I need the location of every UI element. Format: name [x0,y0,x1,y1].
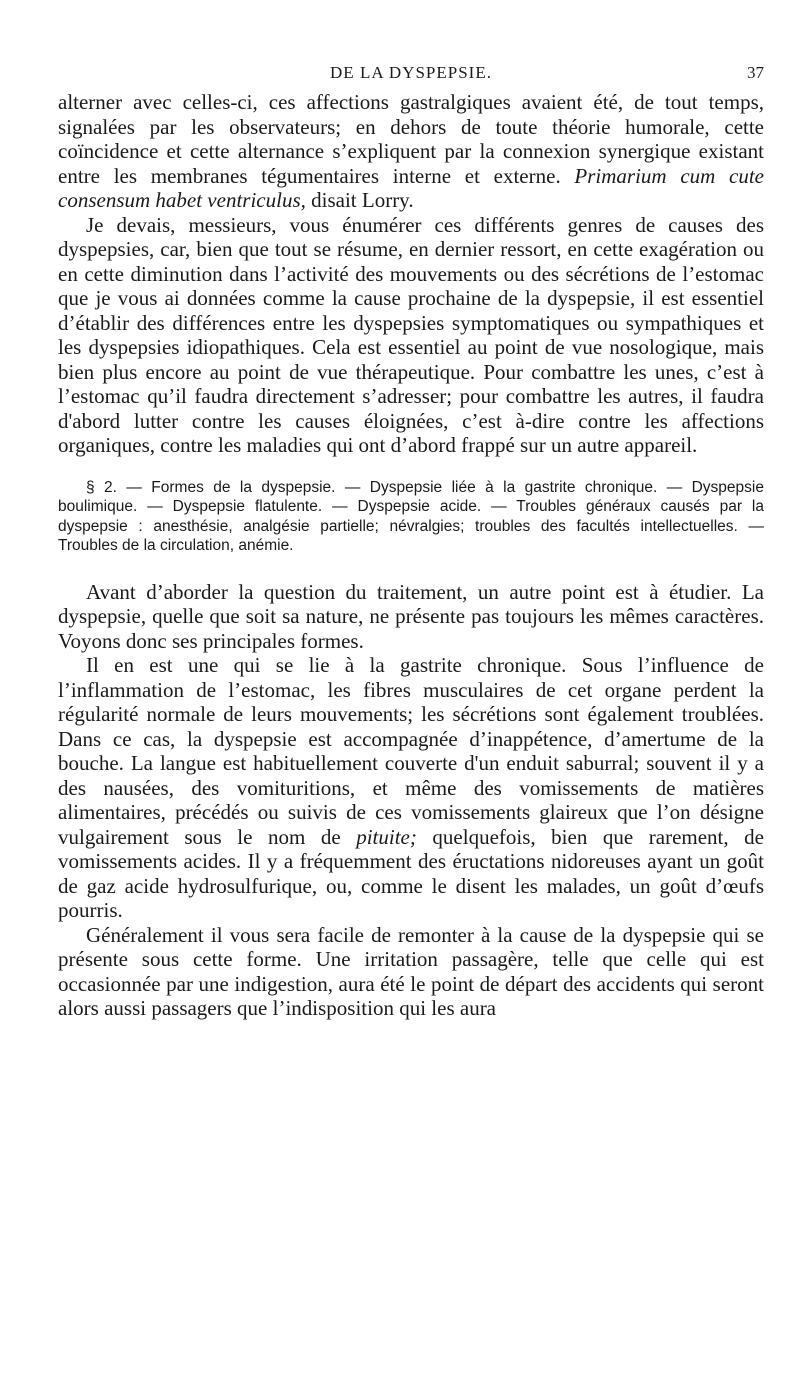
paragraph-text: alterner avec celles-ci, ces affections gastralgiques avaient été, de tout temps, signalées par les observateurs; en dehors de toute théorie humorale, cette coïncidence et cette alternance s’expliquent par la connexion synergique existant entre les membranes tégumentaires interne et externe. [58,90,764,188]
running-header [58,0,764,90]
italic-term: pituite; [356,824,417,849]
page-number: 37 [747,63,764,82]
book-page [58,0,764,1021]
spacer [58,556,764,580]
paragraph-intro-forms: Avant d’aborder la question du traitement, un autre point est à étudier. La dyspepsie, quelle que soit sa nature, ne présente pas toujours les mêmes caractères. Voyons donc ses principales formes. [58,579,764,653]
paragraph-gastritis [58,653,764,923]
paragraph-causes: Je devais, messieurs, vous énumérer ces différents genres de causes des dyspepsies, car, bien que tout se résume, en dernier ressort, en cette exagération ou en cette diminution dans l’activité des mouvements ou des sécrétions de l’estomac que je vous ai données comme la cause prochaine de la dyspepsie, il est essentiel d’établir des différences entre les dyspepsies symptomatiques ou sympathiques et les dyspepsies idiopathiques. Cela est essentiel au point de vue nosologique, mais bien plus encore au point de vue thérapeutique. Pour combattre les unes, c’est à l’estomac qu’il faudra directement s’adresser; pour combattre les autres, il faudra d'abord lutter contre les causes éloignées, c’est à-dire contre les affections organiques, contre les maladies qui ont d’abord frappé sur un autre appareil. [58,212,764,457]
paragraph-cause: Généralement il vous sera facile de remonter à la cause de la dyspepsie qui se présente sous cette forme. Une irritation passagère, telle que celle qui est occasionnée par une indigestion, aura été le point de départ des accidents qui seront alors aussi passagers que l’indisposition qui les aura [58,922,764,1020]
section-summary: § 2. — Formes de la dyspepsie. — Dyspepsie liée à la gastrite chronique. — Dyspepsie boulimique. — Dyspepsie flatulente. — Dyspepsie acide. — Troubles généraux causés par la dyspepsie : anesthésie, analgésie partielle; névralgies; troubles des facultés intellectuelles. — Troubles de la circulation, anémie. [58,478,764,554]
paragraph-text: quelquefois, bien que rarement, de vomissements acides. Il y a fréquemment des éructations nidoreuses ayant un goût de gaz acide hydrosulfurique, ou, comme le disent les malades, un goût d’œufs pourris. [58,824,765,922]
running-title: DE LA DYSPEPSIE. [330,63,492,82]
paragraph-continuation [58,90,764,213]
paragraph-text: Il en est une qui se lie à la gastrite chronique. Sous l’influence de l’inflammation de l’estomac, les fibres musculaires de cet organe perdent la régularité normale de leurs mouvements; les sécrétions sont également troublées. Dans ce cas, la dyspepsie est accompagnée d’inappétence, d’amertume de la bouche. La langue est habituellement couverte d'un enduit saburral; souvent il y a des nausées, des vomituritions, et même des vomissements de matières alimentaires, précédés ou suivis de ces vomissements glaireux que l’on désigne vulgairement sous le nom de [58,653,764,849]
paragraph-text: disait Lorry. [305,188,414,212]
spacer [58,458,764,478]
latin-quotation: Primarium cum cute consensum habet ventriculus, [58,163,764,212]
